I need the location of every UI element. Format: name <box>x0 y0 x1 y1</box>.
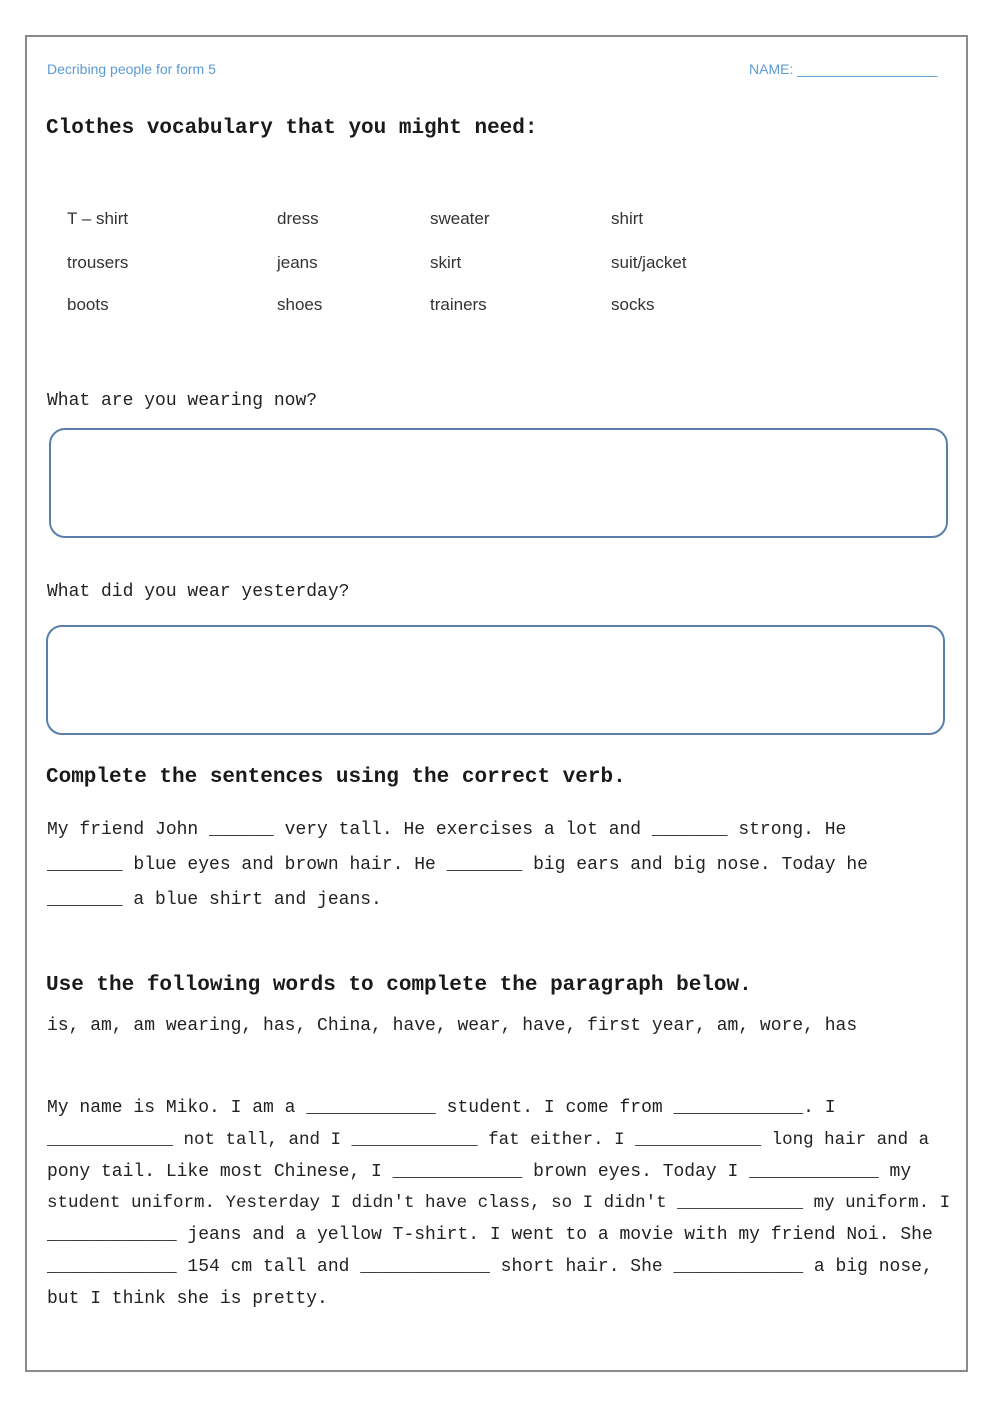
vocab-word: socks <box>611 295 655 314</box>
vocab-word: boots <box>67 295 109 314</box>
vocab-word: T – shirt <box>67 209 129 228</box>
name-field[interactable]: NAME: __________________ <box>749 61 938 77</box>
vocab-word: sweater <box>430 209 490 228</box>
paragraph-line: but I think she is pretty. <box>47 1289 328 1309</box>
exercise-line: _______ a blue shirt and jeans. <box>47 890 382 910</box>
vocab-word: dress <box>277 209 319 228</box>
paragraph-line: pony tail. Like most Chinese, I ____________ brown eyes. Today I ____________ my <box>47 1162 912 1182</box>
vocab-word: skirt <box>430 253 462 272</box>
paragraph-line: student uniform. Yesterday I didn't have class, so I didn't ____________ my uniform. I <box>47 1193 951 1213</box>
question-wore-yesterday: What did you wear yesterday? <box>47 582 350 602</box>
vocab-heading: Clothes vocabulary that you might need: <box>46 117 538 140</box>
paragraph-line: ____________ 154 cm tall and ____________ short hair. She ____________ a big nose, <box>47 1257 933 1277</box>
worksheet-title: Decribing people for form 5 <box>47 61 216 77</box>
vocab-word: jeans <box>277 253 318 272</box>
vocab-word: shirt <box>611 209 644 228</box>
vocab-word: shoes <box>277 295 323 314</box>
paragraph-heading: Use the following words to complete the paragraph below. <box>46 974 752 997</box>
exercise-line: My friend John ______ very tall. He exercises a lot and _______ strong. He <box>47 820 847 840</box>
answer-box-wearing-now[interactable] <box>49 428 948 538</box>
answer-box-wore-yesterday[interactable] <box>46 625 945 735</box>
vocab-word: suit/jacket <box>611 253 687 272</box>
question-wearing-now: What are you wearing now? <box>47 391 318 411</box>
paragraph-line: ____________ not tall, and I ____________ fat either. I ____________ long hair and a <box>47 1130 930 1150</box>
paragraph-line: ____________ jeans and a yellow T-shirt. I went to a movie with my friend Noi. She <box>47 1225 933 1245</box>
vocab-word: trainers <box>430 295 487 314</box>
exercise-line: _______ blue eyes and brown hair. He _______ big ears and big nose. Today he <box>47 855 868 875</box>
verb-heading: Complete the sentences using the correct verb. <box>46 766 626 789</box>
paragraph-line: My name is Miko. I am a ____________ student. I come from ____________. I <box>47 1098 836 1118</box>
vocab-word: trousers <box>67 253 129 272</box>
word-bank: is, am, am wearing, has, China, have, wear, have, first year, am, wore, has <box>47 1016 858 1036</box>
